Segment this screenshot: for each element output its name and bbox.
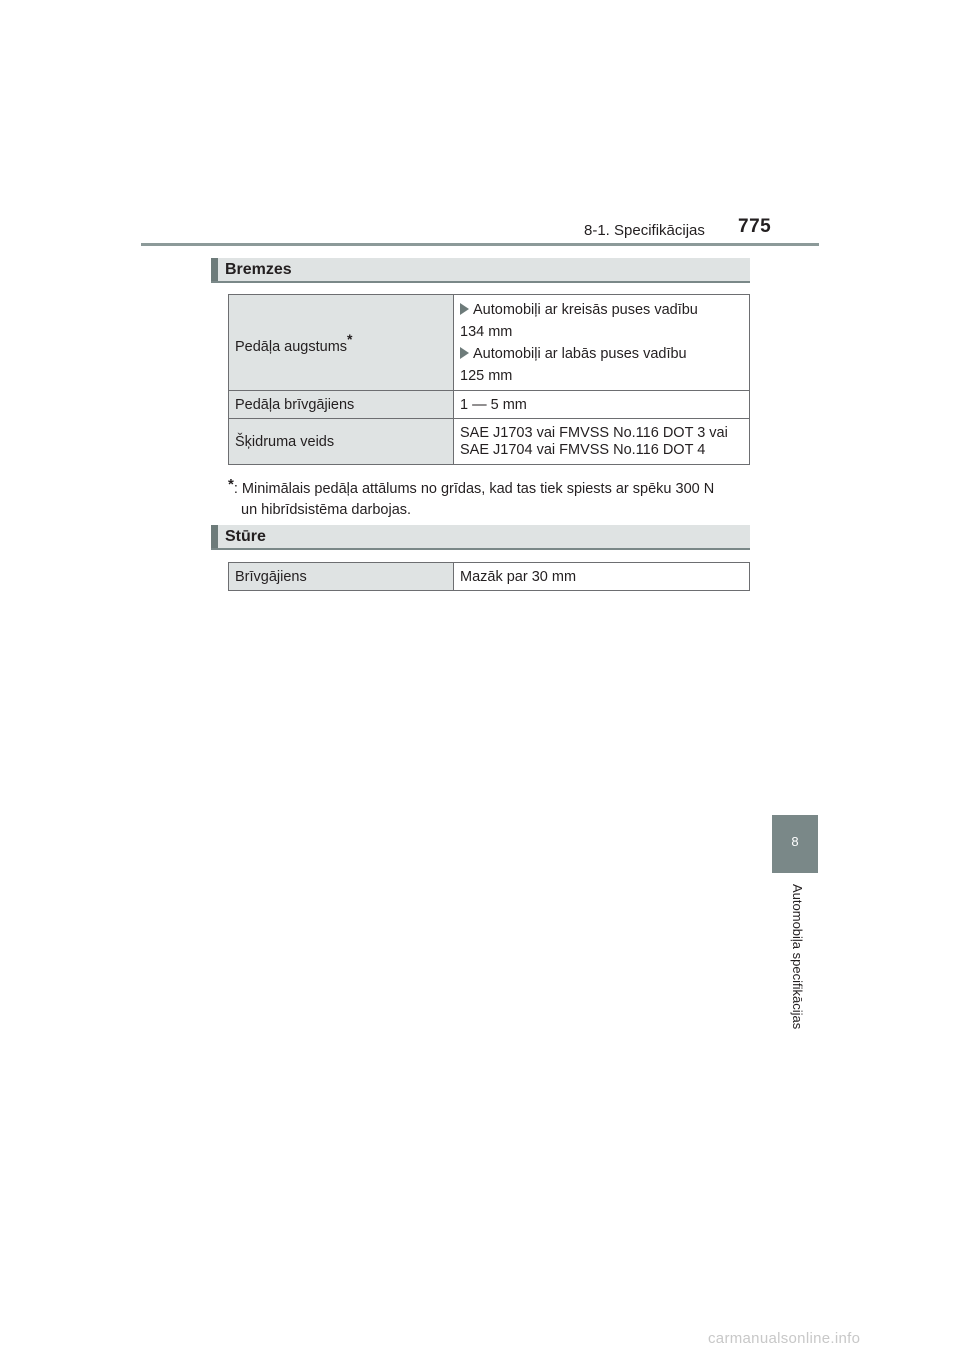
table-cell-value xyxy=(454,295,750,391)
section-heading: 8-1. Specifikācijas xyxy=(584,222,705,239)
table-cell-label: Pedāļa brīvgājiens xyxy=(229,391,454,419)
section-title-brakes: Bremzes xyxy=(225,261,292,278)
chapter-label: Automobiļa specifikācijas xyxy=(790,884,805,1030)
footnote-text: un hibrīdsistēma darbojas. xyxy=(241,502,412,518)
option-condition-text: Automobiļi ar kreisās puses vadību xyxy=(473,301,698,318)
table-cell-label: Šķidruma veids xyxy=(229,419,454,465)
table-row xyxy=(229,563,750,591)
fluid-type-line: SAE J1704 vai FMVSS No.116 DOT 4 xyxy=(460,441,706,458)
pedal-height-label: Pedāļa augstums xyxy=(235,338,348,355)
section-bar-brakes xyxy=(211,258,750,283)
table-row xyxy=(229,391,750,419)
fluid-type-line: SAE J1703 vai FMVSS No.116 DOT 3 vai xyxy=(460,424,728,441)
option-value: 134 mm xyxy=(460,323,513,340)
chapter-tab xyxy=(772,815,818,873)
page-number: 775 xyxy=(738,216,772,237)
triangle-bullet-icon xyxy=(460,303,469,315)
watermark: carmanualsonline.info xyxy=(708,1330,861,1347)
table-cell-label: Brīvgājiens xyxy=(229,563,454,591)
section-title-steering: Stūre xyxy=(225,528,266,545)
triangle-bullet-icon xyxy=(460,347,469,359)
option-condition-text: Automobiļi ar labās puses vadību xyxy=(473,345,687,362)
header-divider xyxy=(141,243,819,246)
table-cell-value: Mazāk par 30 mm xyxy=(454,563,750,591)
footnote xyxy=(228,474,750,521)
option-value: 125 mm xyxy=(460,367,513,384)
table-row xyxy=(229,419,750,465)
table-cell-value xyxy=(454,419,750,465)
table-cell-value: 1 — 5 mm xyxy=(454,391,750,419)
section-bar-steering xyxy=(211,525,750,550)
option-condition xyxy=(460,299,743,321)
steering-table xyxy=(228,562,750,591)
chapter-number: 8 xyxy=(791,834,799,849)
brakes-table xyxy=(228,294,750,465)
table-cell-label xyxy=(229,295,454,391)
footnote-marker: * xyxy=(228,476,234,493)
footnote-marker: * xyxy=(347,330,353,347)
table-row xyxy=(229,295,750,391)
option-condition xyxy=(460,343,743,365)
footnote-text: : Minimālais pedāļa attālums no grīdas, kad tas tiek spiests ar spēku 300 N xyxy=(233,481,715,497)
